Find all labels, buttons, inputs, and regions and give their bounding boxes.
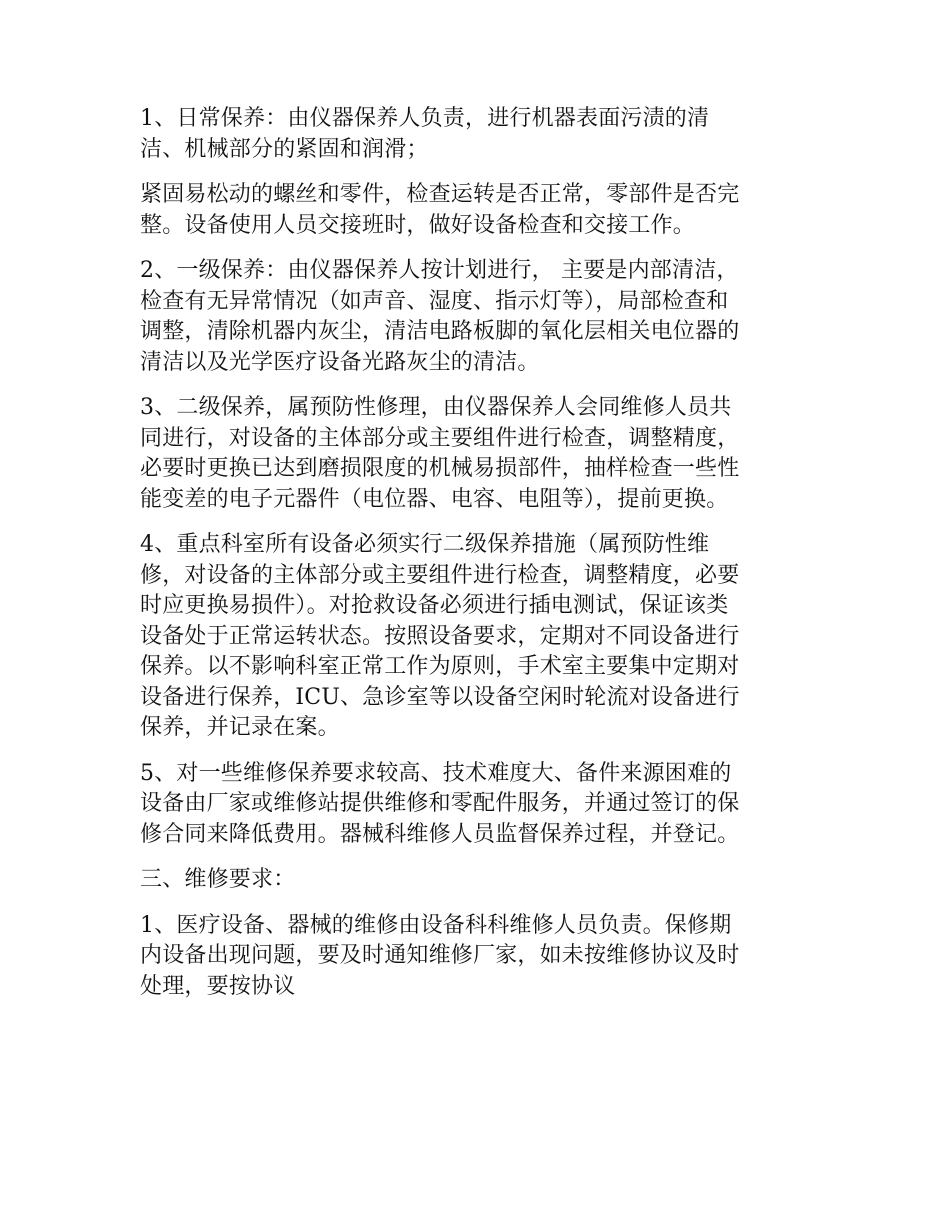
text-line: 同进行，对设备的主体部分或主要组件进行检查，调整精度， [140, 425, 740, 451]
text-line: 处理，要按协议 [140, 973, 296, 999]
text-line: 1、日常保养：由仪器保养人负责，进行机器表面污渍的清 [140, 106, 710, 131]
text-line: 能变差的电子元器件（电位器、电容、电阻等），提前更换。 [140, 486, 729, 512]
text-line: 紧固易松动的螺丝和零件，检查运转是否正常，零部件是否完 [140, 182, 740, 207]
text-line: 保养。以不影响科室正常工作为原则，手术室主要集中定期对 [140, 654, 740, 679]
text-line: 整。设备使用人员交接班时，做好设备检查和交接工作。 [140, 212, 696, 238]
text-line: 调整，清除机器内灰尘，清洁电路板脚的氧化层相关电位器的 [140, 319, 740, 344]
text-line: 内设备出现问题，要及时通知维修厂家，如未按维修协议及时 [140, 943, 740, 968]
paragraph-vendor-service [140, 759, 816, 851]
text-line: 检查有无异常情况（如声音、湿度、指示灯等），局部检查和 [140, 288, 729, 314]
text-line: 必要时更换已达到磨损限度的机械易损部件，抽样检查一些性 [140, 456, 740, 481]
text-line: 清洁以及光学医疗设备光路灰尘的清洁。 [140, 349, 540, 375]
text-line: 4、重点科室所有设备必须实行二级保养措施（属预防性维 [140, 532, 710, 557]
text-line: 3、二级保养，属预防性修理，由仪器保养人会同维修人员共 [140, 395, 732, 420]
text-line: 2、一级保养：由仪器保养人按计划进行， 主要是内部清洁， [140, 258, 739, 283]
text-line: 洁、机械部分的紧固和润滑； [140, 136, 429, 162]
paragraph-daily-maintenance [140, 104, 816, 165]
text-line: 保养，并记录在案。 [140, 715, 340, 740]
paragraph-repair-responsibility [140, 911, 816, 1003]
text-line: 设备由厂家或维修站提供维修和零配件服务，并通过签订的保 [140, 791, 740, 816]
paragraph-key-departments [140, 530, 816, 744]
text-line: 设备进行保养，ICU、急诊室等以设备空闲时轮流对设备进行 [140, 684, 740, 710]
text-line: 5、对一些维修保养要求较高、技术难度大、备件来源困难的 [140, 760, 732, 786]
paragraph-fastening-check [140, 180, 816, 241]
text-line: 1、医疗设备、器械的维修由设备科科维修人员负责。保修期 [140, 912, 732, 938]
text-line: 修合同来降低费用。器械科维修人员监督保养过程，并登记。 [140, 821, 740, 847]
text-line: 三、维修要求： [140, 867, 296, 892]
text-line: 设备处于正常运转状态。按照设备要求，定期对不同设备进行 [140, 623, 740, 649]
text-line: 时应更换易损件）。对抢救设备必须进行插电测试，保证该类 [140, 593, 729, 618]
paragraph-level-one-maintenance [140, 256, 816, 378]
section-heading-repair-requirements [140, 865, 816, 896]
document-page [140, 104, 816, 1017]
text-line: 修，对设备的主体部分或主要组件进行检查，调整精度，必要 [140, 562, 740, 588]
paragraph-level-two-maintenance [140, 393, 816, 515]
